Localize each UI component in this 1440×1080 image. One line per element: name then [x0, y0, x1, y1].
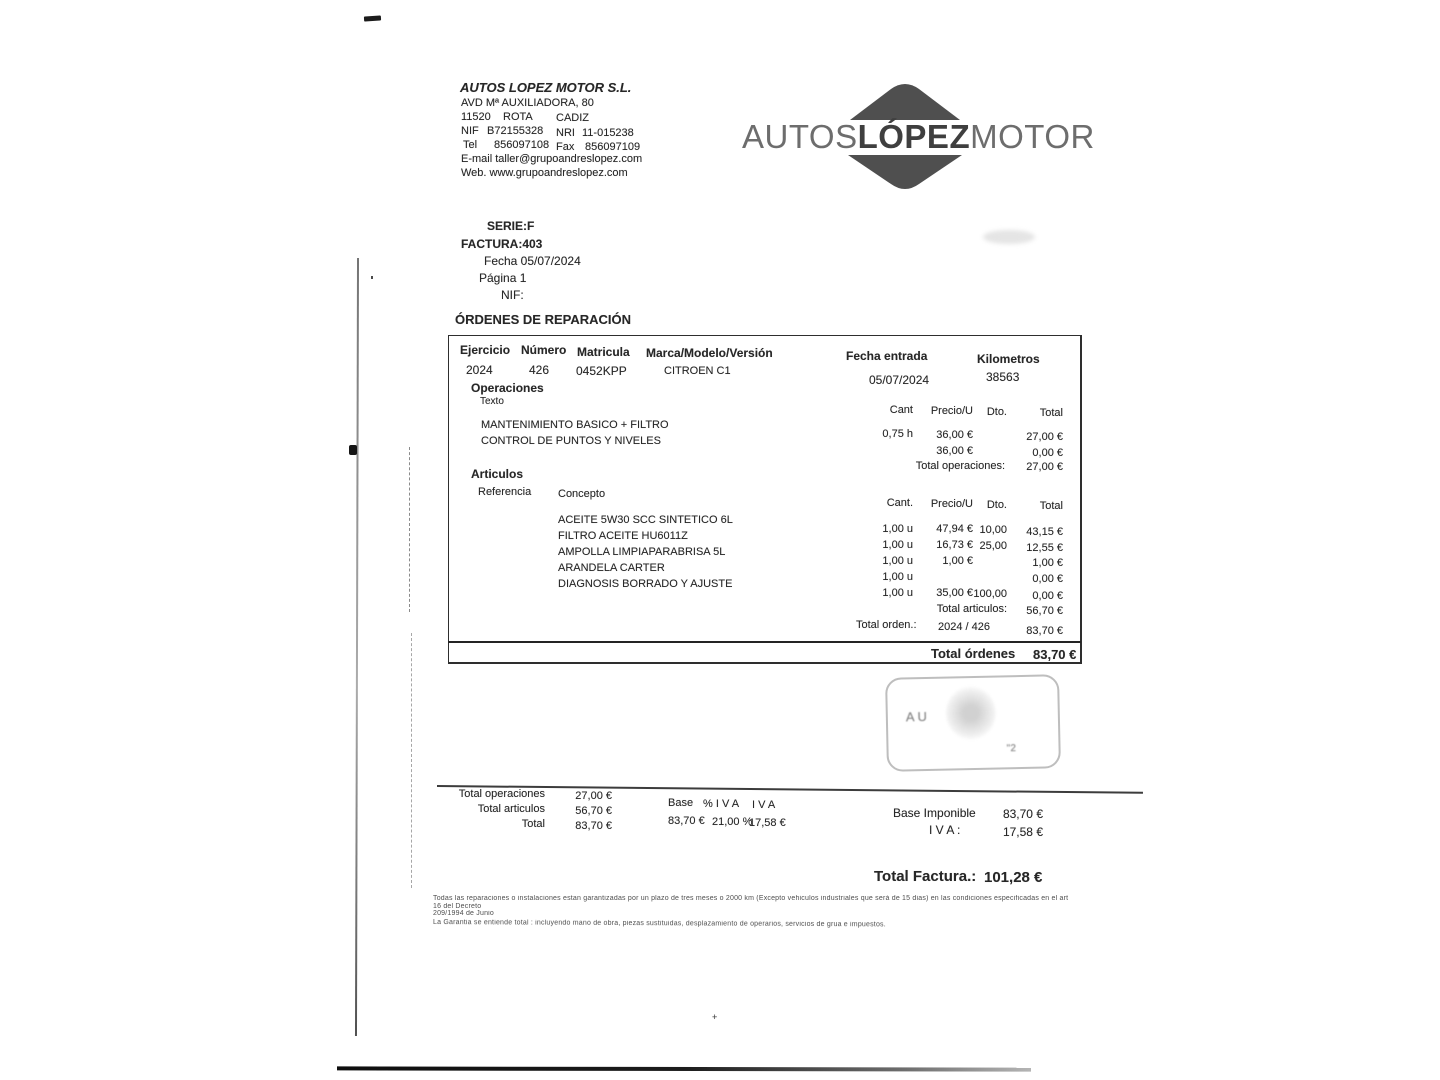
- value-marca: CITROEN C1: [664, 365, 731, 377]
- footer-warranty-line1: Todas las reparaciones o instalaciones estan garantizadas por un plazo de tres meses o 2000 km (Excepto vehiculos industriales que será de 15 dias) en las condiciones especificadas en el art: [433, 895, 1069, 902]
- article-row-cant: 1,00 u: [882, 523, 913, 535]
- logo-part1: AUTOS: [742, 118, 858, 155]
- section-title: ÓRDENES DE REPARACIÓN: [455, 312, 632, 327]
- article-row-desc: ACEITE 5W30 SCC SINTETICO 6L: [558, 514, 733, 526]
- orders-total-amount: 83,70 €: [1033, 647, 1077, 662]
- art-header-total: Total: [1039, 500, 1063, 512]
- ops-header-precio: Precio/U: [930, 405, 973, 417]
- value-matricula: 0452KPP: [576, 364, 627, 378]
- article-row-desc: ARANDELA CARTER: [558, 562, 665, 574]
- iva-header: I V A: [752, 799, 776, 811]
- footer-warranty-line3: 209/1994 de Junio: [433, 910, 495, 917]
- logo-part2: LÓPEZ: [857, 118, 971, 155]
- iva-pct-header: % I V A: [703, 798, 740, 810]
- order-total-label: Total orden.:: [856, 619, 917, 631]
- company-fax: 856097109: [585, 141, 641, 153]
- article-row-precio: 47,94 €: [936, 523, 973, 535]
- op-row-desc: MANTENIMIENTO BASICO + FILTRO: [481, 419, 669, 431]
- grand-total-label: Total Factura.:: [874, 868, 977, 885]
- repair-order-table: [448, 335, 1082, 664]
- col-header-marca: Marca/Modelo/Versión: [646, 346, 773, 360]
- col-header-matricula: Matricula: [577, 345, 630, 359]
- company-nif: B72155328: [487, 125, 544, 137]
- logo-part3: MOTOR: [970, 118, 1095, 155]
- op-row-cant: 0,75 h: [882, 428, 913, 440]
- company-tel-label: Tel: [463, 139, 478, 151]
- article-row-cant: 1,00 u: [882, 539, 913, 551]
- scan-dashed-line-upper: [409, 447, 410, 612]
- col-header-numero: Número: [521, 343, 567, 357]
- ops-total-label: Total operaciones:: [915, 460, 1005, 472]
- stamp-text: AU: [905, 708, 931, 725]
- logo-wordmark: [742, 118, 1095, 156]
- article-row-cant: 1,00 u: [882, 587, 913, 599]
- base-imponible-label: Base Imponible: [893, 806, 976, 820]
- orders-total-divider: [448, 641, 1081, 643]
- invoice-nif: NIF:: [501, 288, 524, 302]
- orders-total-label: Total órdenes: [931, 646, 1016, 661]
- article-row-total: 43,15 €: [1026, 526, 1063, 538]
- article-row-cant: 1,00 u: [882, 571, 913, 583]
- article-row-desc: AMPOLLA LIMPIAPARABRISA 5L: [558, 546, 726, 558]
- footer-warranty-line2: 16 del Decreto: [433, 903, 482, 910]
- iva-total-label: I V A :: [929, 823, 961, 837]
- invoice-date: Fecha 05/07/2024: [484, 254, 581, 268]
- scan-dot: [371, 276, 373, 279]
- article-row-dto: 100,00: [973, 588, 1007, 600]
- value-fecha-entrada: 05/07/2024: [869, 373, 930, 387]
- iva-base-header: Base: [668, 797, 694, 809]
- article-row-precio: 1,00 €: [942, 555, 973, 567]
- articles-title: Articulos: [471, 467, 524, 481]
- company-address: AVD Mª AUXILIADORA, 80: [461, 97, 594, 109]
- company-logo: [740, 78, 1095, 193]
- ops-total-value: 27,00 €: [1026, 461, 1063, 473]
- operations-subtitle: Texto: [480, 396, 504, 407]
- company-name: AUTOS LOPEZ MOTOR S.L.: [460, 80, 632, 95]
- op-row-total: 0,00 €: [1032, 447, 1063, 459]
- scan-plus-mark: +: [712, 1012, 718, 1022]
- stamp-emblem-icon: [945, 686, 996, 741]
- articles-total-value: 56,70 €: [1026, 605, 1063, 617]
- iva-pct-value: 21,00 %: [712, 816, 753, 828]
- value-numero: 426: [529, 363, 550, 377]
- art-header-cant: Cant.: [886, 497, 913, 509]
- company-fax-label: Fax: [556, 141, 575, 153]
- article-row-total: 1,00 €: [1032, 557, 1063, 569]
- order-total-amount: 83,70 €: [1026, 625, 1063, 637]
- article-row-precio: 35,00 €: [936, 587, 973, 599]
- company-province: CADIZ: [556, 112, 589, 124]
- company-nri: 11-015238: [582, 127, 634, 139]
- op-row-total: 27,00 €: [1026, 431, 1063, 443]
- summary-value: 83,70 €: [575, 820, 612, 832]
- footer-warranty-line4: La Garantia se entiende total : incluyendo mano de obra, piezas sustituidas, desplazamiento de operarios, servicios de grua e impuestos.: [432, 919, 886, 929]
- summary-label: Total articulos: [477, 803, 545, 815]
- company-nif-label: NIF: [461, 125, 479, 137]
- workshop-stamp: [885, 674, 1061, 772]
- summary-value: 27,00 €: [575, 790, 612, 802]
- value-ejercicio: 2024: [466, 363, 493, 377]
- iva-base-value: 83,70 €: [668, 815, 705, 827]
- ops-header-dto: Dto.: [986, 406, 1007, 418]
- scan-dashed-line-lower: [411, 633, 412, 888]
- company-email: E-mail taller@grupoandreslopez.com: [461, 153, 643, 165]
- article-row-desc: FILTRO ACEITE HU6011Z: [558, 530, 688, 542]
- art-header-precio: Precio/U: [930, 498, 973, 510]
- company-nri-label: NRI: [556, 127, 575, 139]
- article-row-desc: DIAGNOSIS BORRADO Y AJUSTE: [558, 578, 733, 590]
- company-web: Web. www.grupoandreslopez.com: [461, 167, 628, 179]
- grand-total-amount: 101,28 €: [984, 869, 1043, 886]
- iva-total-value: 17,58 €: [1002, 825, 1043, 839]
- invoice-page-number: Página 1: [479, 271, 527, 285]
- col-header-fecha-entrada: Fecha entrada: [846, 349, 928, 363]
- base-imponible-value: 83,70 €: [1002, 807, 1043, 821]
- invoice-serie: SERIE:F: [487, 219, 535, 233]
- op-row-precio: 36,00 €: [936, 429, 973, 441]
- col-header-ejercicio: Ejercicio: [460, 343, 511, 357]
- order-total-ref: 2024 / 426: [938, 621, 990, 633]
- summary-value: 56,70 €: [575, 805, 612, 817]
- articles-concept-header: Concepto: [558, 488, 606, 500]
- article-row-total: 0,00 €: [1032, 573, 1063, 585]
- ops-header-total: Total: [1039, 407, 1063, 419]
- summary-label: Total operaciones: [458, 788, 545, 800]
- invoice-number: FACTURA:403: [461, 237, 543, 251]
- col-header-kilometros: Kilometros: [977, 352, 1040, 366]
- article-row-total: 12,55 €: [1026, 542, 1063, 554]
- op-row-desc: CONTROL DE PUNTOS Y NIVELES: [481, 435, 661, 447]
- stamp-mark: ''2: [1006, 743, 1017, 755]
- scan-fold-line: [355, 258, 359, 1036]
- company-city: ROTA: [503, 111, 533, 123]
- article-row-total: 0,00 €: [1032, 590, 1063, 602]
- value-kilometros: 38563: [986, 370, 1020, 384]
- article-row-precio: 16,73 €: [936, 539, 973, 551]
- article-row-dto: 25,00: [979, 540, 1007, 552]
- article-row-cant: 1,00 u: [882, 555, 913, 567]
- articles-total-label: Total articulos:: [936, 603, 1007, 615]
- summary-label: Total: [521, 818, 545, 830]
- scan-mark-top: [364, 15, 381, 21]
- iva-value: 17,58 €: [749, 817, 786, 829]
- op-row-precio: 36,00 €: [936, 445, 973, 457]
- scan-ink-blob: [349, 445, 357, 455]
- articles-ref-header: Referencia: [478, 486, 532, 498]
- art-header-dto: Dto.: [986, 499, 1007, 511]
- scan-smudge: [983, 230, 1035, 244]
- company-postal: 11520: [461, 111, 491, 123]
- ops-header-cant: Cant: [889, 404, 913, 416]
- article-row-dto: 10,00: [979, 524, 1007, 536]
- operations-title: Operaciones: [471, 381, 544, 395]
- scan-bottom-bar: [337, 1066, 1031, 1071]
- company-tel: 856097108: [494, 139, 550, 151]
